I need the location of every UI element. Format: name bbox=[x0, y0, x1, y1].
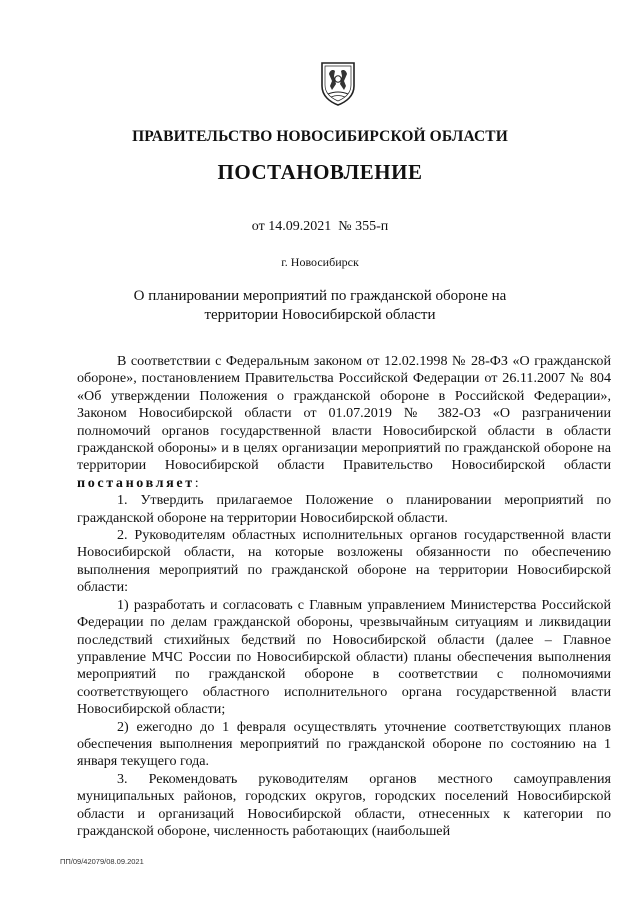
document-date: 14.09.2021 bbox=[268, 219, 332, 234]
date-prefix: от bbox=[251, 219, 265, 234]
coat-of-arms-icon bbox=[317, 60, 359, 106]
preamble-text: В соответствии с Федеральным законом от 12.02.1998 № 28-ФЗ «О гражданской обороне», постановлением Правительства Российской Федерации от 26.11.2007 № 804 «Об утверждении Положения о гражданской обороне в Российской Федерации», Законом Новосибирской области от 01.07.2019 № 382-ОЗ «О разграничении полномочий органов государственной власти Новосибирской области в области гражданской обороны» и в целях организации мероприятий по гражданской обороне на территории Новосибирской области Правительство Новосибирской области bbox=[77, 353, 611, 474]
city: г. Новосибирск bbox=[281, 255, 359, 269]
document-subject: О планировании мероприятий по гражданской обороне на территории Новосибирской области bbox=[133, 288, 507, 323]
document-body bbox=[77, 353, 611, 840]
document-type: ПОСТАНОВЛЕНИЕ bbox=[217, 160, 423, 184]
item-1: 1. Утвердить прилагаемое Положение о планировании мероприятий по гражданской обороне на территории Новосибирской области. bbox=[77, 492, 611, 526]
footer-reference: ПП/09/42079/08.09.2021 bbox=[60, 857, 144, 866]
item-2-1: 1) разработать и согласовать с Главным управлением Министерства Российской Федерации по делам гражданской обороны, чрезвычайным ситуациям и ликвидации последствий стихийных бедствий по Новосибирской области (далее – Главное управление МЧС России по Новосибирской области) планы обеспечения выполнения мероприятий по гражданской обороне в соответствии с полномочиями соответствующего областного исполнительного органа государственной власти Новосибирской области; bbox=[77, 596, 611, 718]
document-number: 355-п bbox=[355, 219, 389, 234]
government-name: ПРАВИТЕЛЬСТВО НОВОСИБИРСКОЙ ОБЛАСТИ bbox=[132, 128, 508, 145]
decree-colon: : bbox=[194, 474, 199, 491]
item-2-2: 2) ежегодно до 1 февраля осуществлять уточнение соответствующих планов обеспечения выполнения мероприятий по гражданской обороне по состоянию на 1 января текущего года. bbox=[77, 718, 611, 770]
preamble-paragraph bbox=[77, 353, 611, 492]
number-prefix: № bbox=[338, 219, 352, 234]
item-3: 3. Рекомендовать руководителям органов местного самоуправления муниципальных районов, городских округов, городских поселений Новосибирской области и организаций Новосибирской области, отнесенных к категории по гражданской обороне, численность работающих (наибольшей bbox=[77, 770, 611, 839]
item-2: 2. Руководителям областных исполнительных органов государственной власти Новосибирской области, на которые возложены обязанности по обеспечению выполнения мероприятий по гражданской обороне на территории Новосибирской области: bbox=[77, 527, 611, 596]
decree-word: постановляет bbox=[77, 474, 195, 491]
date-number-line bbox=[0, 219, 640, 235]
